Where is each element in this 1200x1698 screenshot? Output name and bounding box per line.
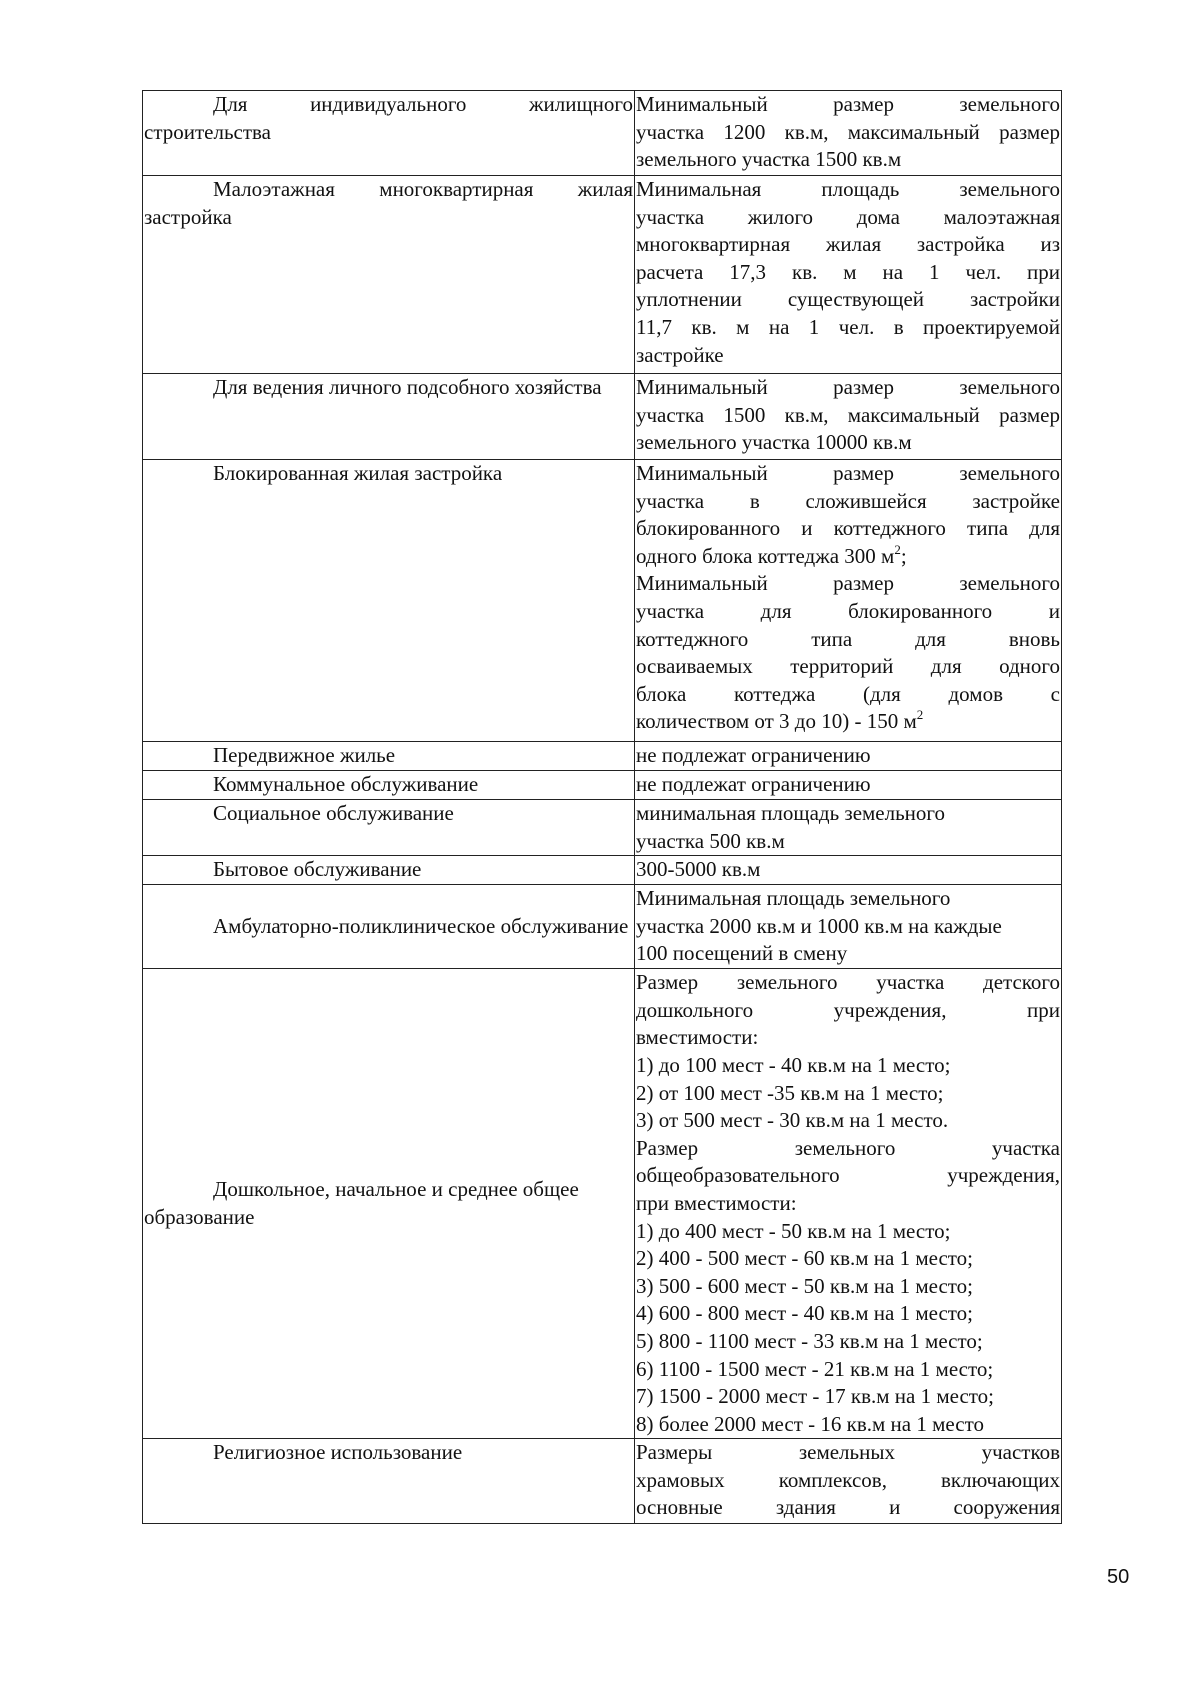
param-line: при вместимости: bbox=[636, 1190, 797, 1215]
param-line: многоквартирная жилая застройка из bbox=[636, 232, 1060, 257]
use-cell bbox=[143, 885, 635, 969]
param-line: 5) 800 - 1100 мест - 33 кв.м на 1 место; bbox=[636, 1328, 983, 1353]
superscript: 2 bbox=[916, 707, 924, 723]
use-label: Блокированная жилая застройка bbox=[213, 461, 503, 485]
param-line: участка для блокированного и bbox=[636, 598, 1060, 623]
table-row bbox=[143, 374, 1062, 460]
use-cell bbox=[143, 1439, 635, 1524]
land-use-parameters-table bbox=[142, 90, 1062, 1524]
param-cell bbox=[635, 856, 1062, 885]
param-line-text: количеством от 3 до 10) - 150 м bbox=[636, 709, 917, 734]
use-label: Дошкольное, начальное и среднее общее образование bbox=[144, 1177, 579, 1229]
param-line: Минимальная площадь земельного bbox=[636, 886, 951, 911]
param-line: блока коттеджа (для домов с bbox=[636, 681, 1060, 706]
param-line: 11,7 кв. м на 1 чел. в проектируемой bbox=[636, 314, 1060, 339]
param-line: Размеры земельных участков bbox=[636, 1440, 1060, 1465]
param-line: не подлежат ограничению bbox=[636, 743, 871, 767]
superscript: 2 bbox=[894, 541, 901, 557]
param-line: общеобразовательного учреждения, bbox=[636, 1163, 1060, 1188]
param-line: земельного участка 10000 кв.м bbox=[636, 430, 912, 455]
param-cell bbox=[635, 374, 1062, 460]
param-line: Минимальный размер земельного bbox=[636, 92, 1060, 116]
param-line: минимальная площадь земельного bbox=[636, 801, 946, 825]
table-row bbox=[143, 1439, 1062, 1524]
param-line: осваиваемых территорий для одного bbox=[636, 654, 1060, 679]
table-row bbox=[143, 176, 1062, 374]
param-line bbox=[636, 543, 1060, 571]
param-line: 8) более 2000 мест - 16 кв.м на 1 место bbox=[636, 1411, 984, 1436]
table-row bbox=[143, 91, 1062, 176]
param-line: 4) 600 - 800 мест - 40 кв.м на 1 место; bbox=[636, 1301, 974, 1326]
param-line: 6) 1100 - 1500 мест - 21 кв.м на 1 место; bbox=[636, 1356, 994, 1381]
param-cell bbox=[635, 969, 1062, 1439]
param-line: Размер земельного участка bbox=[636, 1135, 1060, 1160]
use-label: Малоэтажная многоквартирная жилая застройка bbox=[144, 177, 633, 229]
use-cell bbox=[143, 460, 635, 742]
param-line: 7) 1500 - 2000 мест - 17 кв.м на 1 место; bbox=[636, 1384, 995, 1409]
use-label: Амбулаторно-поликлиническое обслуживание bbox=[213, 913, 629, 938]
param-line: 1) до 100 мест - 40 кв.м на 1 место; bbox=[636, 1052, 951, 1077]
table-row bbox=[143, 969, 1062, 1439]
param-line: участка жилого дома малоэтажная bbox=[636, 204, 1060, 229]
table-row bbox=[143, 885, 1062, 969]
page-number: 50 bbox=[1107, 1566, 1130, 1588]
param-cell bbox=[635, 1439, 1062, 1524]
param-line: Минимальный размер земельного bbox=[636, 461, 1060, 485]
use-cell bbox=[143, 91, 635, 176]
param-line: участка 2000 кв.м и 1000 кв.м на каждые bbox=[636, 913, 1002, 938]
param-line: участка в сложившейся застройке bbox=[636, 488, 1060, 513]
use-cell bbox=[143, 176, 635, 374]
param-line: 300-5000 кв.м bbox=[636, 857, 761, 882]
param-line: расчета 17,3 кв. м на 1 чел. при bbox=[636, 259, 1060, 284]
use-label: Для индивидуального жилищного строительства bbox=[144, 92, 633, 144]
param-cell bbox=[635, 91, 1062, 176]
param-cell bbox=[635, 800, 1062, 856]
table-row bbox=[143, 771, 1062, 800]
param-line: 3) от 500 мест - 30 кв.м на 1 место. bbox=[636, 1108, 949, 1133]
param-line: Минимальный размер земельного bbox=[636, 375, 1060, 399]
param-line: уплотнении существующей застройки bbox=[636, 287, 1060, 312]
param-line: Минимальный размер земельного bbox=[636, 571, 1060, 596]
table-row bbox=[143, 460, 1062, 742]
param-line: Минимальная площадь земельного bbox=[636, 177, 1060, 201]
param-cell bbox=[635, 885, 1062, 969]
param-line: не подлежат ограничению bbox=[636, 772, 871, 796]
use-cell bbox=[143, 771, 635, 800]
param-line: дошкольного учреждения, при bbox=[636, 997, 1060, 1022]
param-line: основные здания и сооружения bbox=[636, 1495, 1060, 1520]
use-cell bbox=[143, 969, 635, 1439]
use-cell bbox=[143, 374, 635, 460]
use-label: Социальное обслуживание bbox=[213, 801, 454, 825]
param-line: 2) 400 - 500 мест - 60 кв.м на 1 место; bbox=[636, 1246, 974, 1271]
param-line-text: одного блока коттеджа 300 м bbox=[636, 543, 895, 568]
param-line: 2) от 100 мест -35 кв.м на 1 место; bbox=[636, 1080, 944, 1105]
param-line: участка 1500 кв.м, максимальный размер bbox=[636, 402, 1060, 427]
param-cell bbox=[635, 460, 1062, 742]
param-line: храмовых комплексов, включающих bbox=[636, 1467, 1060, 1492]
param-line: вместимости: bbox=[636, 1025, 759, 1050]
use-cell bbox=[143, 800, 635, 856]
table-row bbox=[143, 800, 1062, 856]
use-cell bbox=[143, 742, 635, 771]
param-line: застройке bbox=[636, 342, 724, 367]
param-line: участка 1200 кв.м, максимальный размер bbox=[636, 119, 1060, 144]
param-cell bbox=[635, 742, 1062, 771]
param-line: Размер земельного участка детского bbox=[636, 970, 1060, 995]
use-label: Коммунальное обслуживание bbox=[213, 772, 479, 796]
param-cell bbox=[635, 771, 1062, 800]
param-line: земельного участка 1500 кв.м bbox=[636, 147, 902, 172]
table-row bbox=[143, 742, 1062, 771]
param-line: 100 посещений в смену bbox=[636, 941, 848, 966]
punctuation: ; bbox=[900, 543, 907, 568]
param-line: участка 500 кв.м bbox=[636, 828, 785, 853]
param-line bbox=[636, 708, 1060, 736]
table-row bbox=[143, 856, 1062, 885]
use-label: Передвижное жилье bbox=[213, 743, 396, 767]
use-label: Бытовое обслуживание bbox=[213, 857, 422, 882]
param-line: блокированного и коттеджного типа для bbox=[636, 516, 1060, 541]
param-line: 1) до 400 мест - 50 кв.м на 1 место; bbox=[636, 1218, 951, 1243]
param-line: 3) 500 - 600 мест - 50 кв.м на 1 место; bbox=[636, 1273, 974, 1298]
param-line: коттеджного типа для вновь bbox=[636, 626, 1060, 651]
use-label: Для ведения личного подсобного хозяйства bbox=[213, 375, 602, 399]
param-cell bbox=[635, 176, 1062, 374]
use-label: Религиозное использование bbox=[213, 1440, 463, 1465]
use-cell bbox=[143, 856, 635, 885]
